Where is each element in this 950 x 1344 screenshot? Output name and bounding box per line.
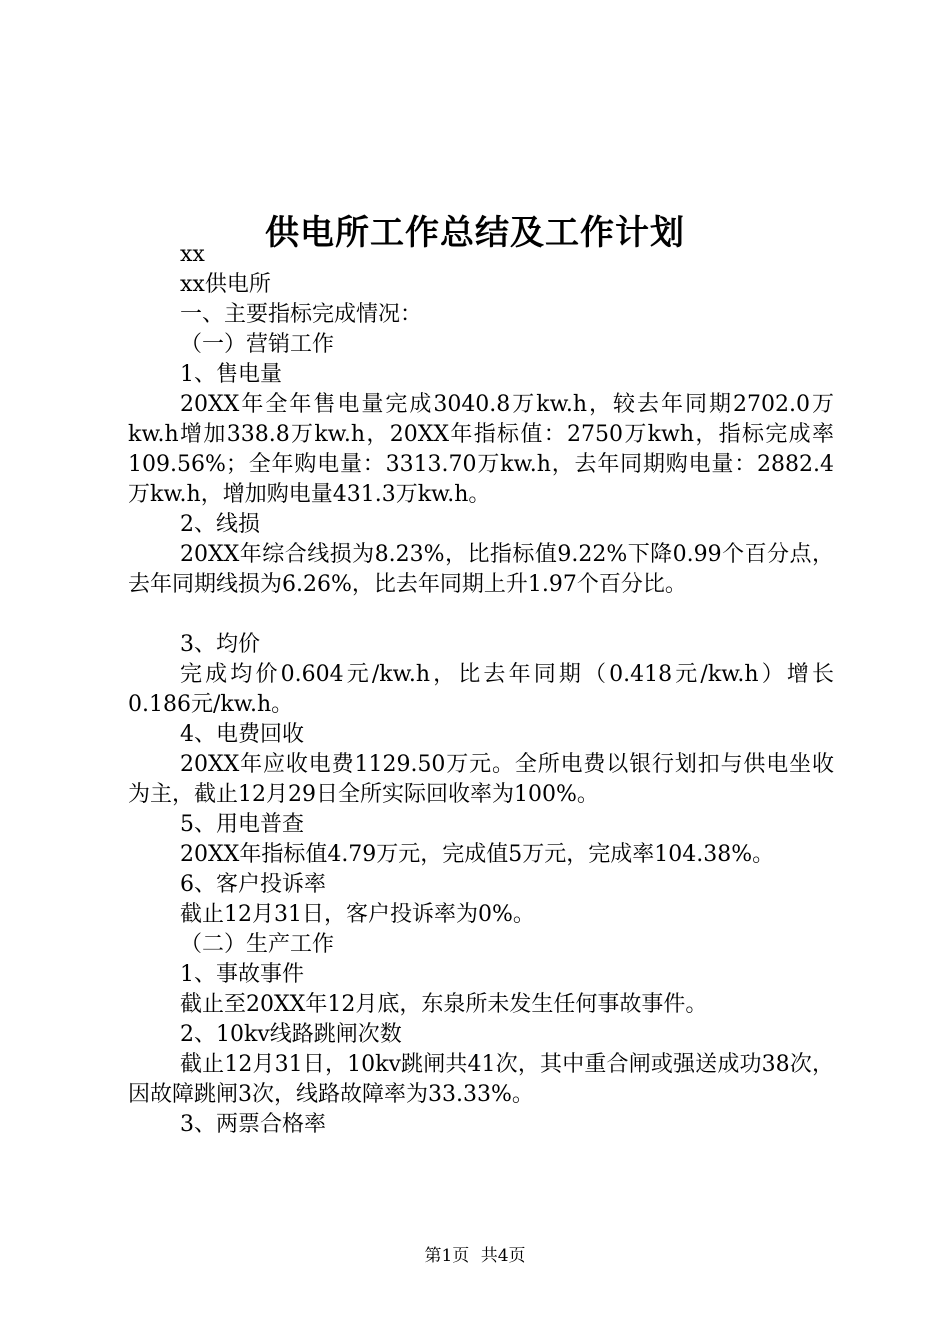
- paragraph: 20XX年指标值4.79万元，完成值5万元，完成率104.38%。: [180, 842, 775, 867]
- item-heading: 2、线损: [180, 512, 260, 537]
- organization-line: xx供电所: [180, 272, 271, 297]
- item-heading: 6、客户投诉率: [180, 872, 326, 897]
- item-heading: 3、均价: [180, 632, 260, 657]
- item-heading: 4、电费回收: [180, 722, 304, 747]
- paragraph: 20XX年应收电费1129.50万元。全所电费以银行划扣与供电坐收为主，截止12月29日全所实际回收率为100%。: [128, 752, 834, 807]
- document-title: 供电所工作总结及工作计划: [265, 212, 685, 253]
- paragraph: 截止12月31日，10kv跳闸共41次，其中重合闸或强送成功38次，因故障跳闸3次，线路故障率为33.33%。: [128, 1052, 834, 1107]
- page-footer: [0, 1244, 950, 1268]
- subsection-heading: （一）营销工作: [180, 332, 335, 357]
- item-heading: 1、事故事件: [180, 962, 304, 987]
- author-line: xx: [180, 242, 205, 267]
- page-number: 第1页: [424, 1246, 470, 1266]
- item-heading: 5、用电普查: [180, 812, 304, 837]
- item-heading: 1、售电量: [180, 362, 282, 387]
- subsection-heading: （二）生产工作: [180, 932, 335, 957]
- paragraph: 截止12月31日，客户投诉率为0%。: [180, 902, 535, 927]
- paragraph: 20XX年全年售电量完成3040.8万kw.h，较去年同期2702.0万kw.h增加338.8万kw.h，20XX年指标值：2750万kwh，指标完成率109.56%；全年购电量：3313.70万kw.h，去年同期购电量：2882.4万kw.h，增加购电量431.3万kw.h。: [128, 392, 834, 507]
- item-heading: 2、10kv线路跳闸次数: [180, 1022, 402, 1047]
- paragraph: 20XX年综合线损为8.23%，比指标值9.22%下降0.99个百分点，去年同期线损为6.26%，比去年同期上升1.97个百分比。: [128, 542, 834, 597]
- section-heading: 一、主要指标完成情况：: [180, 302, 423, 327]
- item-heading: 3、两票合格率: [180, 1112, 326, 1137]
- document-body: [128, 240, 834, 1140]
- paragraph: 完成均价0.604元/kw.h，比去年同期（0.418元/kw.h）增长0.186元/kw.h。: [128, 662, 834, 717]
- blank-line: [128, 600, 834, 630]
- page-total: 共4页: [480, 1246, 526, 1266]
- paragraph: 截止至20XX年12月底，东泉所未发生任何事故事件。: [180, 992, 708, 1017]
